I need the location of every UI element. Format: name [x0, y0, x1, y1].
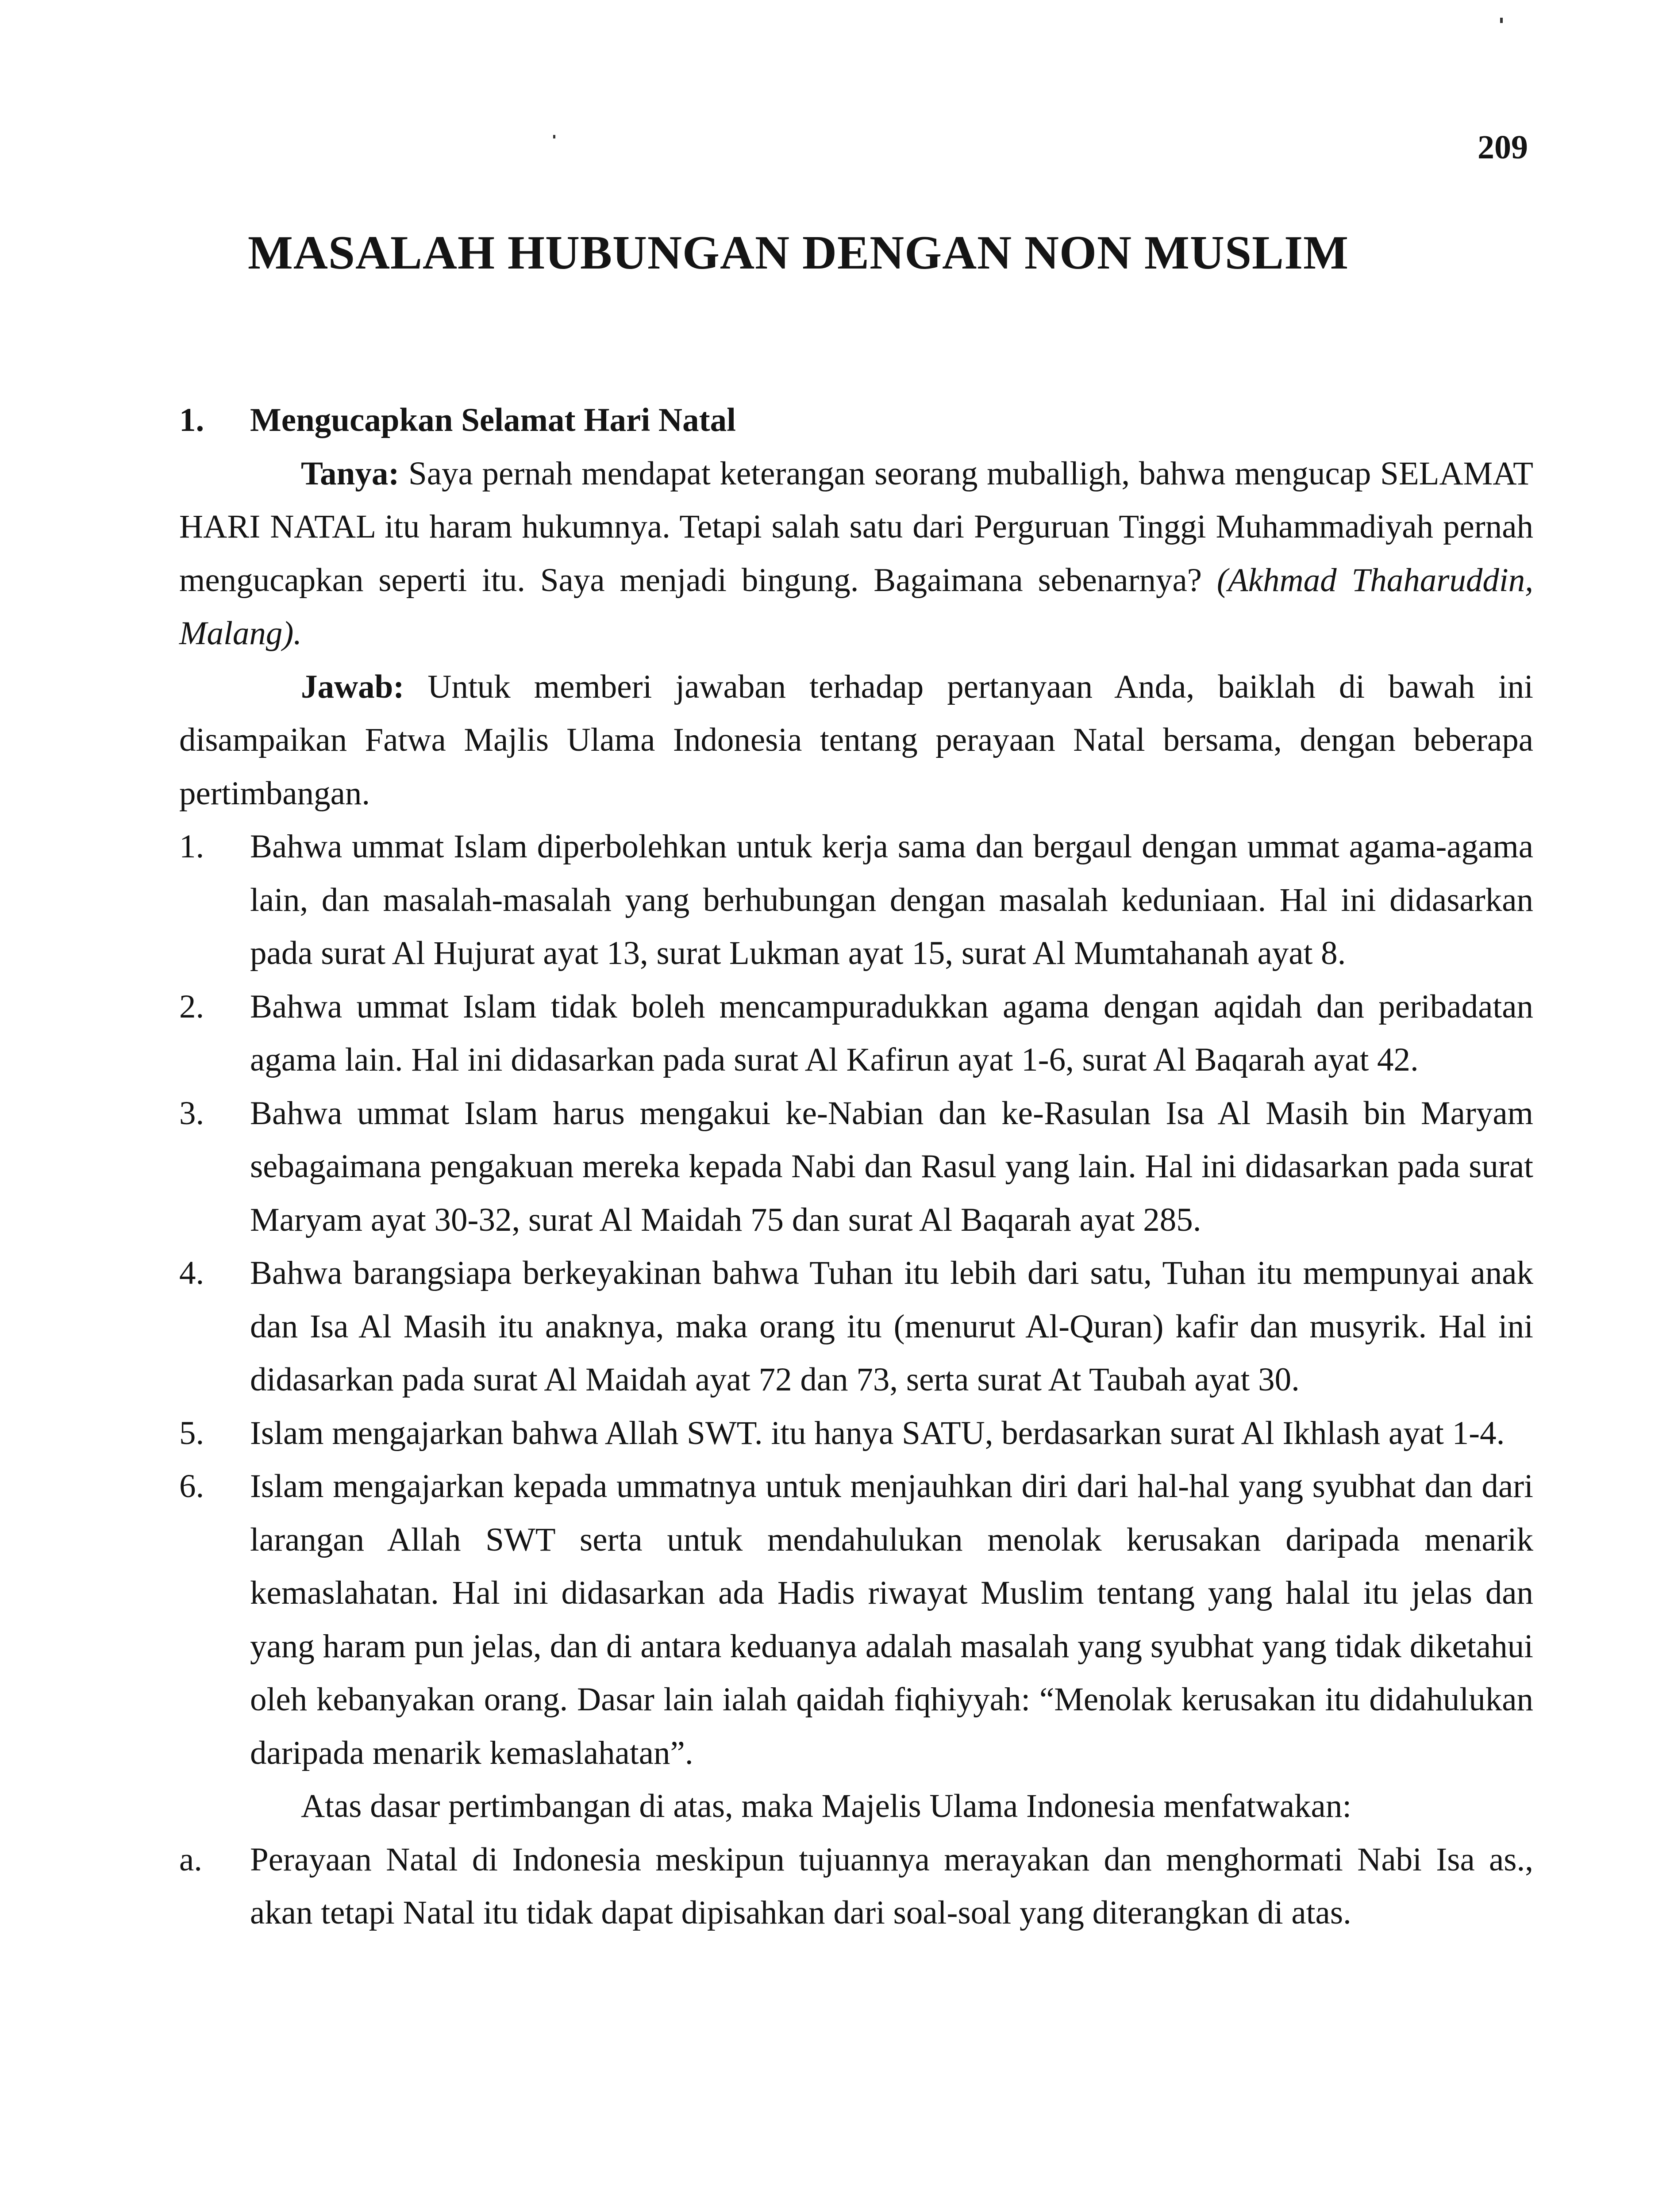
- page-number: 209: [1478, 129, 1528, 166]
- list-item: [179, 1087, 1533, 1247]
- scan-speck: [1500, 18, 1503, 23]
- section-heading: [179, 394, 1533, 447]
- rulings-list: [179, 1833, 1533, 1940]
- section-number: 1.: [179, 402, 204, 438]
- list-item-text: Bahwa ummat Islam diperbolehkan untuk kerja sama dan bergaul dengan ummat agama-agama lain, dan masalah-masalah yang berhubungan dengan masalah keduniaan. Hal ini didasarkan pada surat Al Hujurat ayat 13, surat Lukman ayat 15, surat Al Mumtahanah ayat 8.: [250, 828, 1533, 972]
- answer-label: Jawab:: [301, 668, 404, 705]
- list-marker: 1.: [179, 828, 204, 865]
- question-paragraph: [179, 447, 1533, 661]
- page-body: [179, 394, 1533, 1940]
- list-marker: 5.: [179, 1414, 204, 1452]
- list-item: [179, 1833, 1533, 1940]
- list-item-text: Islam mengajarkan bahwa Allah SWT. itu hanya SATU, berdasarkan surat Al Ikhlash ayat 1-4.: [250, 1414, 1505, 1452]
- list-item-text: Perayaan Natal di Indonesia meskipun tujuannya merayakan dan menghormati Nabi Isa as., akan tetapi Natal itu tidak dapat dipisahkan dari soal-soal yang diterangkan di atas.: [250, 1841, 1533, 1931]
- list-item-text: Bahwa ummat Islam tidak boleh mencampuradukkan agama dengan aqidah dan peribadatan agama lain. Hal ini didasarkan pada surat Al Kafirun ayat 1-6, surat Al Baqarah ayat 42.: [250, 988, 1533, 1078]
- list-item-text: Bahwa ummat Islam harus mengakui ke-Nabian dan ke-Rasulan Isa Al Masih bin Maryam sebagaimana pengakuan mereka kepada Nabi dan Rasul yang lain. Hal ini didasarkan pada surat Maryam ayat 30-32, surat Al Maidah 75 dan surat Al Baqarah ayat 285.: [250, 1094, 1533, 1238]
- scan-speck: [553, 135, 555, 138]
- list-marker: 3.: [179, 1094, 204, 1132]
- list-marker: 4.: [179, 1255, 204, 1291]
- list-marker: 2.: [179, 988, 204, 1025]
- section-title: Mengucapkan Selamat Hari Natal: [250, 402, 736, 438]
- chapter-title: MASALAH HUBUNGAN DENGAN NON MUSLIM: [248, 227, 1349, 279]
- list-item: [179, 1460, 1533, 1780]
- list-item-text: Bahwa barangsiapa berkeyakinan bahwa Tuhan itu lebih dari satu, Tuhan itu mempunyai anak dan Isa Al Masih itu anaknya, maka orang itu (menurut Al-Quran) kafir dan musyrik. Hal ini didasarkan pada surat Al Maidah ayat 72 dan 73, serta surat At Taubah ayat 30.: [250, 1255, 1533, 1398]
- question-asker: (Akhmad Thaharuddin, Malang).: [179, 561, 1533, 652]
- conclusion-paragraph: Atas dasar pertimbangan di atas, maka Majelis Ulama Indonesia menfatwakan:: [301, 1788, 1352, 1824]
- question-label: Tanya:: [301, 455, 400, 492]
- considerations-list: [179, 820, 1533, 1780]
- answer-text: Untuk memberi jawaban terhadap pertanyaan Anda, baiklah di bawah ini disampaikan Fatwa Majlis Ulama Indonesia tentang perayaan Natal bersama, dengan beberapa pertimbangan.: [179, 668, 1533, 812]
- list-item: [179, 980, 1533, 1087]
- list-marker: a.: [179, 1841, 203, 1878]
- list-marker: 6.: [179, 1468, 204, 1505]
- list-item-text: Islam mengajarkan kepada ummatnya untuk menjauhkan diri dari hal-hal yang syubhat dan dari larangan Allah SWT serta untuk mendahulukan menolak kerusakan daripada menarik kemaslahatan. Hal ini didasarkan ada Hadis riwayat Muslim tentang yang halal itu jelas dan yang haram pun jelas, dan di antara keduanya adalah masalah yang syubhat yang tidak diketahui oleh kebanyakan orang. Dasar lain ialah qaidah fiqhiyyah: “Menolak kerusakan itu didahulukan daripada menarik kemaslahatan”.: [250, 1468, 1533, 1771]
- list-item: [179, 820, 1533, 980]
- list-item: [179, 1407, 1533, 1460]
- answer-paragraph: [179, 661, 1533, 821]
- question-text: Saya pernah mendapat keterangan seorang muballigh, bahwa mengucap SELAMAT HARI NATAL itu haram hukumnya. Tetapi salah satu dari Perguruan Tinggi Muhammadiyah pernah mengucapkan seperti itu. Saya menjadi bingung. Bagaimana sebenarnya?: [179, 455, 1533, 599]
- list-item: [179, 1247, 1533, 1407]
